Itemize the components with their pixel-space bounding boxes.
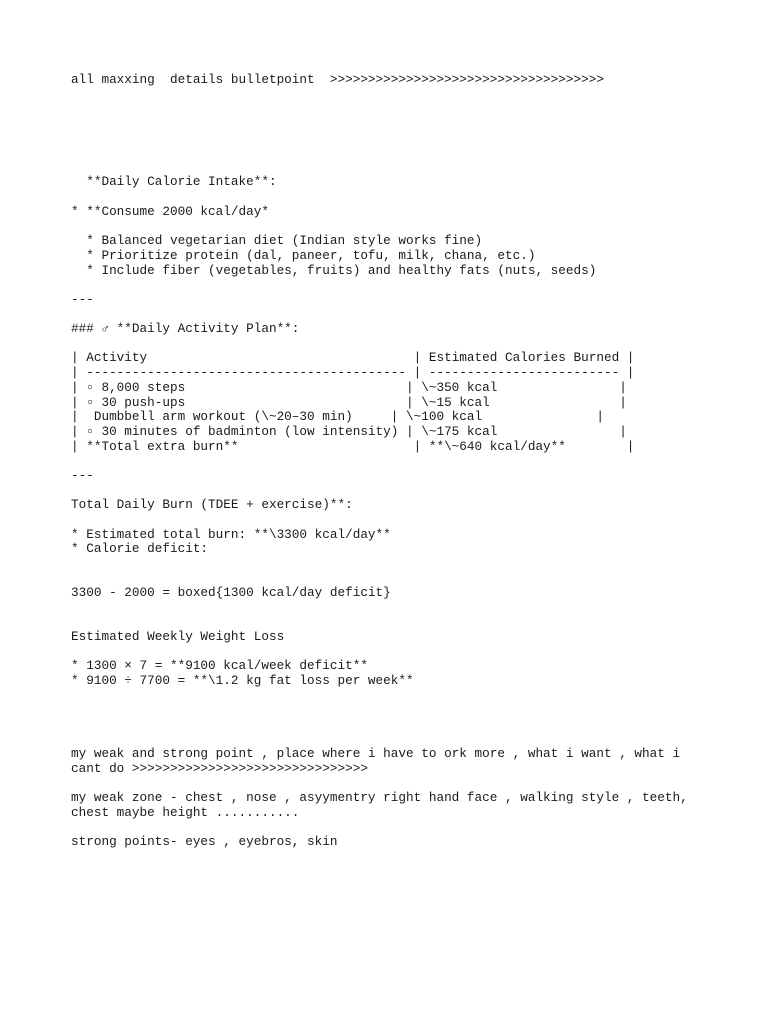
intake-bullet: * Include fiber (vegetables, fruits) and healthy fats (nuts, seeds) bbox=[71, 263, 597, 278]
separator: --- bbox=[71, 292, 94, 307]
activity-table-line: | ▫ 30 minutes of badminton (low intensity) | \~175 kcal | bbox=[71, 424, 627, 439]
intake-bullet: * Prioritize protein (dal, paneer, tofu, milk, chana, etc.) bbox=[71, 248, 536, 263]
activity-table-line: | **Total extra burn** | **\~640 kcal/day** | bbox=[71, 439, 635, 454]
weak-points: chest maybe height ........... bbox=[71, 805, 300, 820]
burn-equation: 3300 - 2000 = boxed{1300 kcal/day deficit} bbox=[71, 585, 391, 600]
weekly-heading: Estimated Weekly Weight Loss bbox=[71, 629, 285, 644]
activity-table-line: | Dumbbell arm workout (\~20–30 min) | \~100 kcal | bbox=[71, 409, 604, 424]
strong-points: strong points- eyes , eyebros, skin bbox=[71, 834, 338, 849]
burn-bullet: * Estimated total burn: **\3300 kcal/day** bbox=[71, 527, 391, 542]
weak-points: my weak zone - chest , nose , asyymentry right hand face , walking style , teeth, bbox=[71, 790, 688, 805]
activity-table-line: | ▫ 30 push-ups | \~15 kcal | bbox=[71, 395, 627, 410]
doc-header: all maxxing details bulletpoint >>>>>>>>>>>>>>>>>>>>>>>>>>>>>>>>>>>> bbox=[71, 72, 604, 87]
personal-intro: cant do >>>>>>>>>>>>>>>>>>>>>>>>>>>>>>> bbox=[71, 761, 368, 776]
intake-bullet: * Balanced vegetarian diet (Indian style works fine) bbox=[71, 233, 483, 248]
burn-heading: Total Daily Burn (TDEE + exercise)**: bbox=[71, 497, 353, 512]
intake-heading: **Daily Calorie Intake**: bbox=[71, 174, 277, 189]
burn-bullet: * Calorie deficit: bbox=[71, 541, 209, 556]
activity-table-line: | ▫ 8,000 steps | \~350 kcal | bbox=[71, 380, 627, 395]
separator: --- bbox=[71, 468, 94, 483]
weekly-bullet: * 1300 × 7 = **9100 kcal/week deficit** bbox=[71, 658, 368, 673]
activity-table-line: | Activity | Estimated Calories Burned | bbox=[71, 350, 635, 365]
intake-consume: * **Consume 2000 kcal/day* bbox=[71, 204, 269, 219]
activity-heading: ### ♂ **Daily Activity Plan**: bbox=[71, 321, 300, 336]
weekly-bullet: * 9100 ÷ 7700 = **\1.2 kg fat loss per week** bbox=[71, 673, 414, 688]
personal-intro: my weak and strong point , place where i have to ork more , what i want , what i bbox=[71, 746, 681, 761]
activity-table-line: | ------------------------------------------ | ------------------------- | bbox=[71, 365, 635, 380]
